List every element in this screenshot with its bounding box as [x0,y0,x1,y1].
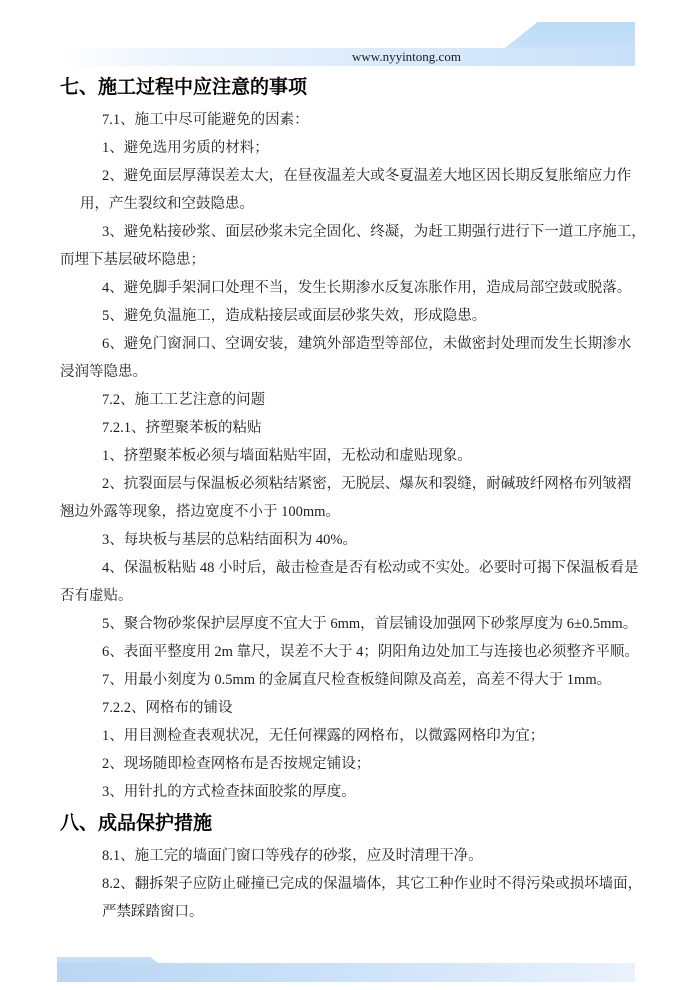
text-line: 1、用目测检查表观状况，无任何裸露的网格布，以微露网格印为宜； [102,728,545,744]
text-line: 6、避免门窗洞口、空调安装，建筑外部造型等部位，未做密封处理而发生长期渗水 [102,336,632,352]
text-line: 严禁踩踏窗口。 [102,904,204,920]
footer-band [57,963,635,982]
text-line: 4、保温板粘贴 48 小时后，敲击检查是否有松动或不实处。必要时可揭下保温板看是 [102,560,639,576]
text-line: 7.2、施工工艺注意的问题 [102,392,266,408]
text-line: 7.2.1、挤塑聚苯板的粘贴 [102,420,262,436]
text-line: 3、避免粘接砂浆、面层砂浆未完全固化、终凝，为赶工期强行进行下一道工序施工， [102,224,646,240]
text-line: 否有虚贴。 [60,588,133,604]
text-line: 翘边外露等现象，搭边宽度不小于 100mm。 [60,504,340,520]
text-line: 2、抗裂面层与保温板必须粘结紧密，无脱层、爆灰和裂缝，耐碱玻纤网格布列皱褶 [102,476,632,492]
text-line: 2、避免面层厚薄误差太大，在昼夜温差大或冬夏温差大地区因长期反复胀缩应力作 [102,168,632,184]
text-line: 而埋下基层破坏隐患； [60,252,205,268]
text-line: 7、用最小刻度为 0.5mm 的金属直尺检查板缝间隙及高差，高差不得大于 1mm。 [102,672,612,688]
header-accent-shape [505,22,635,48]
text-line: 3、每块板与基层的总粘结面积为 40%。 [102,532,357,548]
document-body [60,70,645,926]
section-heading: 七、施工过程中应注意的事项 [60,77,308,98]
text-line: 2、现场随即检查网格布是否按规定铺设； [102,756,371,772]
text-line: 5、聚合物砂浆保护层厚度不宜大于 6mm，首层铺设加强网下砂浆厚度为 6±0.5mm。 [102,616,638,632]
text-line: 5、避免负温施工，造成粘接层或面层砂浆失效，形成隐患。 [102,308,487,324]
text-line: 用，产生裂纹和空鼓隐患。 [80,196,254,212]
text-line: 8.2、翻拆架子应防止碰撞已完成的保温墙体，其它工种作业时不得污染或损坏墙面， [102,876,643,892]
section-heading: 八、成品保护措施 [60,813,213,834]
text-line: 1、挤塑聚苯板必须与墙面粘贴牢固，无松动和虚贴现象。 [102,448,472,464]
text-line: 7.2.2、网格布的铺设 [102,700,233,716]
text-line: 6、表面平整度用 2m 靠尺，误差不大于 4；阴阳角边处加工与连接也必须整齐平顺。 [102,644,639,660]
text-line: 1、避免选用劣质的材料； [102,140,269,156]
text-line: 3、用针扎的方式检查抹面胶浆的厚度。 [102,784,356,800]
text-line: 8.1、施工完的墙面门窗口等残存的砂浆，应及时清理干净。 [102,848,483,864]
site-url-text: www.nyyintong.com [352,49,461,64]
text-line: 浸润等隐患。 [60,364,147,380]
header-band [57,48,635,66]
text-line: 4、避免脚手架洞口处理不当，发生长期渗水反复冻胀作用，造成局部空鼓或脱落。 [102,280,632,296]
text-line: 7.1、施工中尽可能避免的因素： [102,112,309,128]
